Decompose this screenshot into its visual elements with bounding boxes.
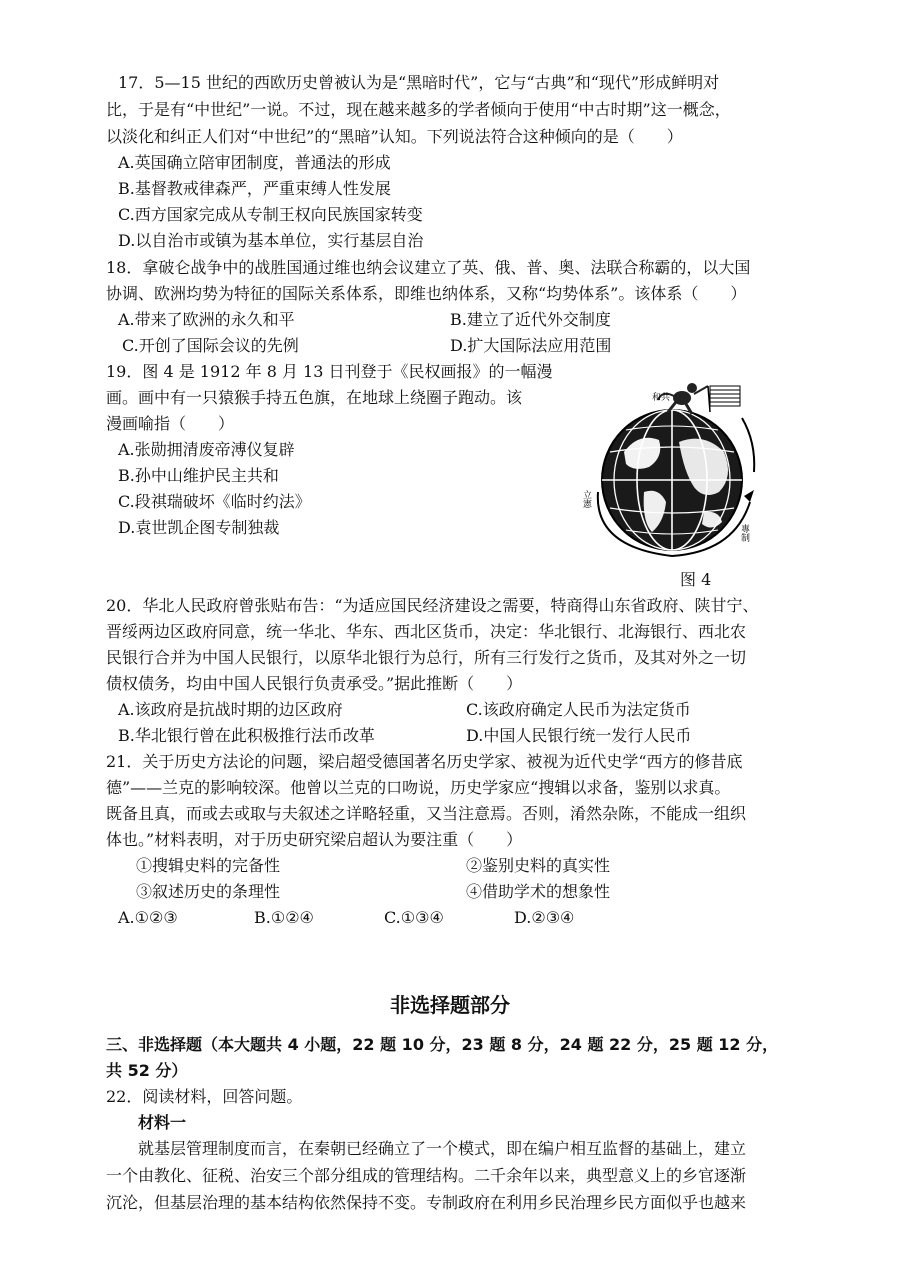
q21-option-c: C.①③④ bbox=[384, 908, 444, 927]
figure-label-gonghe: 和共 bbox=[652, 393, 671, 403]
section-heading-line-1: 三、非选择题（本大题共 4 小题，22 题 10 分，23 题 8 分，24 题 22 分，25 题 12 分， bbox=[106, 1035, 779, 1054]
globe-cartoon-figure bbox=[581, 372, 764, 562]
q19-option-a: A.张勋拥清废帝溥仪复辟 bbox=[118, 440, 295, 459]
figure-label-zhuanzhi: 專制 bbox=[739, 524, 749, 542]
q20-option-c: C.该政府确定人民币为法定货币 bbox=[466, 700, 691, 719]
q17-line-1: 17．5—15 世纪的西欧历史曾被认为是“黑暗时代”，它与“古典”和“现代”形成鲜明对 bbox=[118, 73, 720, 92]
q22-line-1: 就基层管理制度而言，在秦朝已经确立了一个模式，即在编户相互监督的基础上，建立 bbox=[106, 1139, 747, 1158]
q18-line-2: 协调、欧洲均势为特征的国际关系体系，即维也纳体系，又称“均势体系”。该体系（ ） bbox=[106, 284, 747, 303]
q20-option-d: D.中国人民银行统一发行人民币 bbox=[466, 726, 692, 745]
q17-option-a: A.英国确立陪审团制度，普通法的形成 bbox=[118, 153, 391, 172]
q20-option-b: B.华北银行曾在此积极推行法币改革 bbox=[118, 726, 375, 745]
q18-option-a: A.带来了欧洲的永久和平 bbox=[118, 310, 295, 329]
q17-line-2: 比，于是有“中世纪”一说。不过，现在越来越多的学者倾向于使用“中古时期”这一概念， bbox=[106, 100, 731, 119]
q18-option-d: D.扩大国际法应用范围 bbox=[450, 336, 612, 355]
section-heading-line-2: 共 52 分） bbox=[106, 1061, 188, 1080]
q20-option-a: A.该政府是抗战时期的边区政府 bbox=[118, 700, 343, 719]
q21-item-3: ③叙述历史的条理性 bbox=[136, 882, 281, 901]
q21-item-4: ④借助学术的想象性 bbox=[466, 882, 611, 901]
figure-label-lixian: 立憲 bbox=[581, 490, 591, 508]
q18-line-1: 18．拿破仑战争中的战胜国通过维也纳会议建立了英、俄、普、奥、法联合称霸的，以大国 bbox=[106, 258, 751, 277]
q21-line-4: 体也。”材料表明，对于历史研究梁启超认为要注重（ ） bbox=[106, 830, 523, 849]
q19-option-c: C.段祺瑞破坏《临时约法》 bbox=[118, 492, 311, 511]
q21-option-a: A.①②③ bbox=[118, 908, 178, 927]
q19-option-b: B.孙中山维护民主共和 bbox=[118, 466, 279, 485]
q19-line-3: 漫画喻指（ ） bbox=[106, 414, 235, 433]
q21-item-2: ②鉴别史料的真实性 bbox=[466, 856, 611, 875]
figure-caption: 图 4 bbox=[680, 570, 712, 589]
q22-material-label: 材料一 bbox=[138, 1113, 187, 1132]
section-title: 非选择题部分 bbox=[390, 993, 510, 1017]
q20-line-2: 晋绥两边区政府同意，统一华北、华东、西北区货币，决定：华北银行、北海银行、西北农 bbox=[106, 622, 747, 641]
q19-line-1: 19．图 4 是 1912 年 8 月 13 日刊登于《民权画报》的一幅漫 bbox=[106, 362, 553, 381]
q17-line-3: 以淡化和纠正人们对“中世纪”的“黑暗”认知。下列说法符合这种倾向的是（ ） bbox=[106, 127, 683, 146]
q18-option-c: C.开创了国际会议的先例 bbox=[122, 336, 299, 355]
q21-line-3: 既备且真，而或去或取与夫叙述之详略轻重，又当注意焉。否则，淆然杂陈，不能成一组织 bbox=[106, 804, 747, 823]
q17-option-d: D.以自治市或镇为基本单位，实行基层自治 bbox=[118, 231, 424, 250]
q20-line-4: 债权债务，均由中国人民银行负责承受。”据此推断（ ） bbox=[106, 674, 523, 693]
q17-option-b: B.基督教戒律森严，严重束缚人性发展 bbox=[118, 179, 391, 198]
q20-line-1: 20．华北人民政府曾张贴布告：“为适应国民经济建设之需要，特商得山东省政府、陕甘宁、 bbox=[106, 596, 759, 615]
q19-line-2: 画。画中有一只猿猴手持五色旗，在地球上绕圈子跑动。该 bbox=[106, 388, 523, 407]
q22-line-3: 沉沦，但基层治理的基本结构依然保持不变。专制政府在利用乡民治理乡民方面似乎也越来 bbox=[106, 1193, 747, 1212]
q19-option-d: D.袁世凯企图专制独裁 bbox=[118, 518, 280, 537]
q21-item-1: ①搜辑史料的完备性 bbox=[136, 856, 281, 875]
q22-line-2: 一个由教化、征税、治安三个部分组成的管理结构。二千余年以来，典型意义上的乡官逐渐 bbox=[106, 1166, 747, 1185]
q21-option-d: D.②③④ bbox=[514, 908, 575, 927]
q21-line-2: 德”——兰克的影响较深。他曾以兰克的口吻说，历史学家应“搜辑以求备，鉴别以求真。 bbox=[106, 778, 731, 797]
q18-option-b: B.建立了近代外交制度 bbox=[450, 310, 611, 329]
q17-option-c: C.西方国家完成从专制王权向民族国家转变 bbox=[118, 205, 423, 224]
q20-line-3: 民银行合并为中国人民银行，以原华北银行为总行，所有三行发行之货币，及其对外之一切 bbox=[106, 648, 747, 667]
q21-line-1: 21．关于历史方法论的问题，梁启超受德国著名历史学家、被视为近代史学“西方的修昔底 bbox=[106, 752, 743, 771]
q22-intro: 22．阅读材料，回答问题。 bbox=[106, 1087, 303, 1106]
q21-option-b: B.①②④ bbox=[254, 908, 314, 927]
